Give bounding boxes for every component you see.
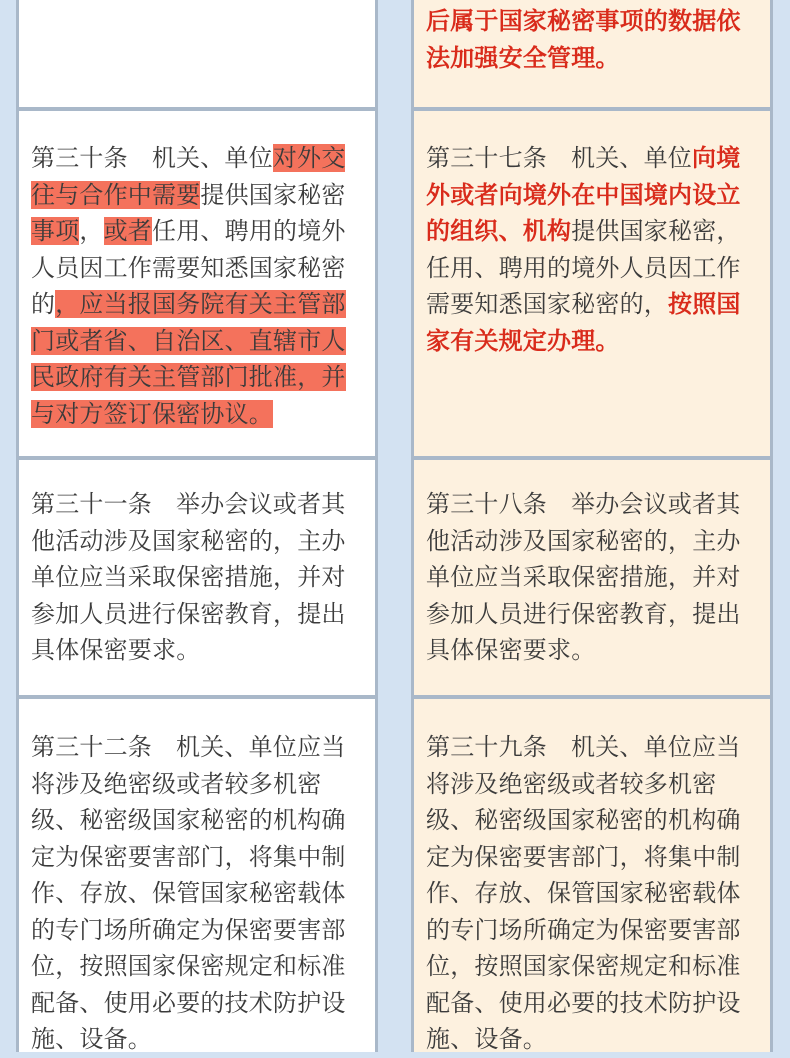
article-37 bbox=[414, 140, 770, 359]
article-36-tail bbox=[414, 3, 770, 76]
article-text: 提供国家秘密，任用、聘用的境外人员因工作需要知悉国家秘密的， bbox=[426, 217, 741, 318]
emphasized-text: 按照国家有关规定办理。 bbox=[426, 290, 741, 355]
highlighted-text: 或者 bbox=[103, 217, 153, 245]
highlighted-text: 对外交往与合作中需要 bbox=[31, 144, 346, 209]
article-text: ， bbox=[79, 217, 104, 245]
emphasized-text: 向境外或者向境外在中国境内设立的组织、机构 bbox=[426, 144, 741, 245]
article-text: 机关、单位应当将涉及绝密级或者较多机密级、秘密级国家秘密的机构确定为保密要害部门，将集中制作、存放、保管国家秘密载体的专门场所确定为保密要害部位，按照国家保密规定和标准配备、使用必要的技术防护设施、设备。 bbox=[426, 733, 741, 1053]
row-divider bbox=[19, 107, 375, 111]
row-divider bbox=[414, 695, 770, 699]
article-number: 第三十条 bbox=[31, 144, 128, 172]
article-number: 第三十二条 bbox=[31, 733, 152, 761]
article-38 bbox=[414, 486, 770, 669]
article-text: 提供国家秘密 bbox=[200, 180, 346, 209]
article-32 bbox=[19, 729, 375, 1058]
article-number: 第三十七条 bbox=[426, 144, 547, 172]
article-39 bbox=[414, 729, 770, 1058]
old-law-column bbox=[16, 0, 378, 1052]
article-text: 举办会议或者其他活动涉及国家秘密的，主办单位应当采取保密措施，并对参加人员进行保密教育，提出具体保密要求。 bbox=[426, 490, 741, 664]
article-text: 任用、聘用的境外人员因工作需要知悉国家秘密的 bbox=[31, 217, 346, 318]
new-law-column bbox=[411, 0, 773, 1052]
article-number: 第三十一条 bbox=[31, 490, 152, 518]
row-divider bbox=[414, 107, 770, 111]
row-divider bbox=[19, 456, 375, 460]
row-divider bbox=[414, 456, 770, 460]
article-text: 机关、单位 bbox=[571, 144, 692, 172]
article-31 bbox=[19, 486, 375, 669]
article-text: 举办会议或者其他活动涉及国家秘密的，主办单位应当采取保密措施，并对参加人员进行保密教育，提出具体保密要求。 bbox=[31, 490, 346, 664]
highlighted-text: ，应当报国务院有关主管部门或者省、自治区、直辖市人民政府有关主管部门批准，并与对方签订保密协议。 bbox=[31, 290, 346, 428]
article-number: 第三十八条 bbox=[426, 490, 547, 518]
article-30 bbox=[19, 140, 375, 432]
article-text: 机关、单位 bbox=[151, 144, 273, 172]
row-divider bbox=[19, 695, 375, 699]
article-number: 第三十九条 bbox=[426, 733, 547, 761]
article-text: 机关、单位应当将涉及绝密级或者较多机密级、秘密级国家秘密的机构确定为保密要害部门，将集中制作、存放、保管国家秘密载体的专门场所确定为保密要害部位，按照国家保密规定和标准配备、使用必要的技术防护设施、设备。 bbox=[31, 733, 346, 1053]
emphasized-text: 后属于国家秘密事项的数据依法加强安全管理。 bbox=[426, 7, 741, 72]
highlighted-text: 事项 bbox=[31, 217, 80, 245]
